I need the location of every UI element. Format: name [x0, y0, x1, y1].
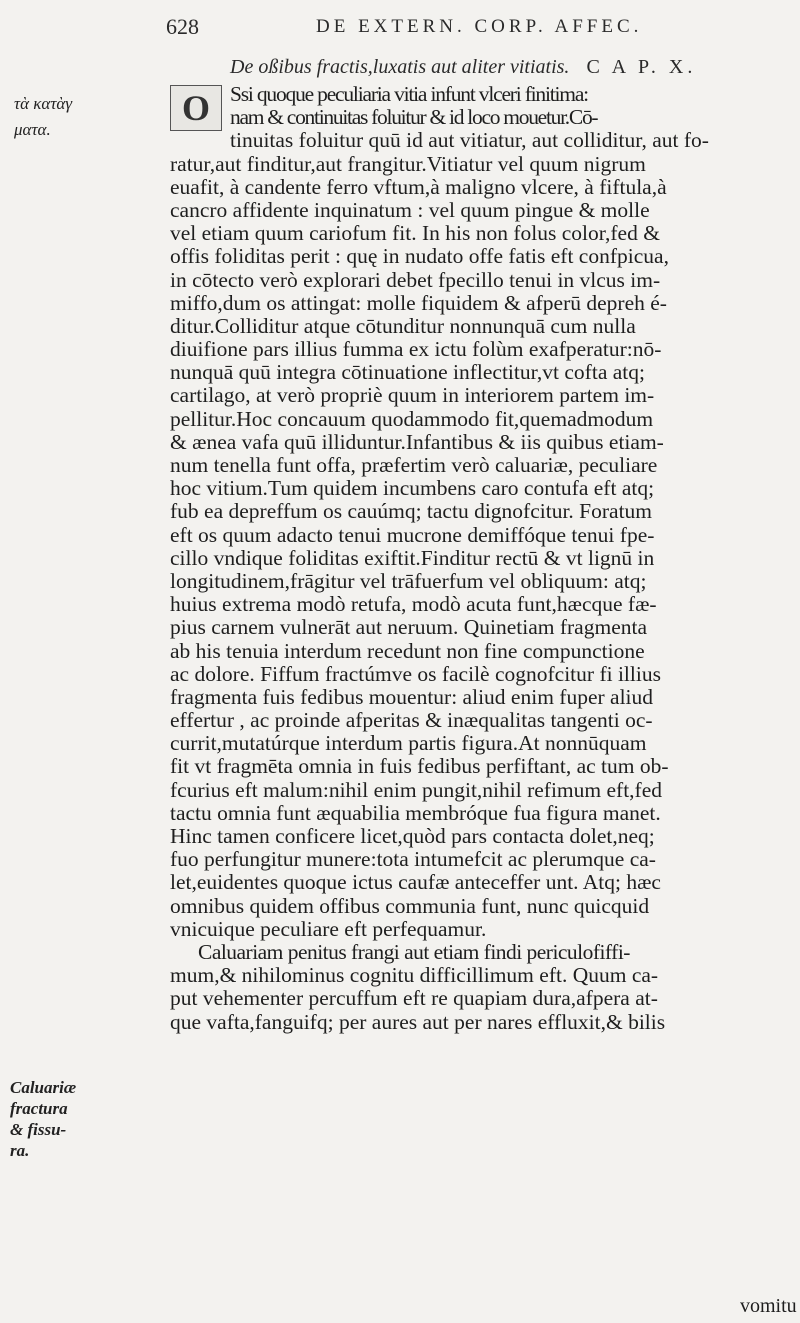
text-line: omnibus quidem offibus communia funt, nunc quicquid	[170, 893, 650, 918]
text-line: fit vt fragmēta omnia in fuis fedibus perfiftant, ac tum ob-	[170, 754, 669, 779]
text-line: effertur , ac proinde afperitas & inæqualitas tangenti oc-	[170, 708, 653, 733]
text-line: Caluariam penitus frangi aut etiam findi periculofiffi-	[198, 939, 630, 964]
text-line: que vafta,fanguifq; per aures aut per nares effluxit,& bilis	[170, 1009, 666, 1034]
text-line: in cōtecto verò explorari debet fpecillo tenui in vlcus im-	[170, 267, 661, 292]
chapter-title: De oßibus fractis,luxatis aut aliter vitiatis.	[230, 56, 570, 78]
text-line: hoc vitium.Tum quidem incumbens caro contufa eft atq;	[170, 476, 655, 501]
text-line: tinuitas foluitur quū id aut vitiatur, aut colliditur, aut fo-	[230, 128, 709, 153]
margin-note-line: ματα.	[14, 120, 51, 139]
text-line: currit,mutatúrque interdum partis figura.At nonnūquam	[170, 731, 647, 756]
text-line: offis foliditas perit : quę in nudato offe fatis eft confpicua,	[170, 244, 669, 269]
margin-note-line: ra.	[10, 1141, 30, 1160]
text-line: cartilago, at verò propriè quum in interiorem partem im-	[170, 383, 655, 408]
text-line: tactu omnia funt æquabilia membróque fua figura manet.	[170, 800, 661, 825]
text-line: miffo,dum os attingat: molle fiquidem & afperū depreh é-	[170, 290, 667, 315]
text-line: euafit, à candente ferro vftum,à maligno vlcere, à fiftula,à	[170, 174, 667, 199]
text-line: cancro affidente inquinatum : vel quum pingue & molle	[170, 197, 650, 222]
text-line: pellitur.Hoc concauum quodammodo fit,quemadmodum	[170, 406, 654, 431]
margin-note-line: τὰ κατὰγ	[14, 94, 73, 113]
text-line: vnicuique peculiare eft perfequamur.	[170, 916, 487, 941]
text-line: cillo vndique foliditas exiftit.Finditur rectū & vt lignū in	[170, 545, 655, 570]
text-line: mum,& nihilominus cognitu difficillimum eft. Quum ca-	[170, 963, 659, 988]
text-line: vel etiam quum cariofum fit. In his non folus color,fed &	[170, 221, 660, 246]
text-line: fub ea depreffum os cauúmq; tactu dignofcitur. Foratum	[170, 499, 653, 524]
text-line: diuifione pars illius fumma ex ictu folùm exafperatur:nō-	[170, 337, 662, 362]
text-line: longitudinem,frāgitur vel trāfuerfum vel obliquum: atq;	[170, 568, 647, 593]
text-line: ratur,aut finditur,aut frangitur.Vitiatur vel quum nigrum	[170, 151, 646, 176]
text-line: nam & continuitas foluitur & id loco mouetur.Cō-	[230, 105, 598, 130]
text-line: pius carnem vulnerāt aut neruum. Quinetiam fragmenta	[170, 615, 648, 640]
text-line: Ssi quoque peculiaria vitia infunt vlceri finitima:	[230, 82, 588, 106]
margin-note-line: & fissu-	[10, 1120, 67, 1139]
body-text	[170, 83, 790, 1034]
text-line: fcurius eft malum:nihil enim pungit,nihil refimum eft,fed	[170, 777, 663, 802]
text-line: fragmenta fuis fedibus mouentur: aliud enim fuper aliud	[170, 684, 654, 709]
text-line: eft os quum adacto tenui mucrone demiffóque tenui fpe-	[170, 522, 655, 547]
initial-letter: O	[181, 88, 210, 128]
text-line: fuo perfungitur munere:tota intumefcit ac plerumque ca-	[170, 847, 656, 872]
catchword: vomitu	[740, 1295, 797, 1317]
text-line: let,euidentes quoque ictus caufæ anteceffer unt. Atq; hæc	[170, 870, 661, 895]
text-line: num tenella funt offa, præfertim verò caluariæ, peculiare	[170, 453, 658, 477]
margin-note-line: fractura	[10, 1099, 68, 1118]
text-line: huius extrema modò retufa, modò acuta funt,hæcque fæ-	[170, 592, 657, 617]
running-head	[166, 14, 766, 46]
text-line: nunquā quū integra cōtinuatione inflectitur,vt cofta atq;	[170, 360, 645, 385]
chapter-number: C A P. X.	[586, 56, 697, 78]
margin-note-greek	[14, 94, 164, 140]
text-line: put vehementer percuffum eft re quapiam dura,afpera at-	[170, 986, 658, 1011]
chapter-heading	[230, 56, 790, 79]
text-line: ditur.Colliditur atque cōtunditur nonnunquā cum nulla	[170, 313, 636, 338]
ornamental-initial	[170, 85, 222, 131]
running-title: DE EXTERN. CORP. AFFEC.	[316, 16, 643, 37]
margin-note-calvaria	[10, 1077, 102, 1161]
text-line: ac dolore. Fiffum fractúmve os facilè cognofcitur fi illius	[170, 661, 661, 686]
text-line: & ænea vafa quū illiduntur.Infantibus & iis quibus etiam-	[170, 429, 664, 454]
margin-note-line: Caluariæ	[10, 1078, 77, 1097]
text-line: ab his tenuia interdum recedunt non fine compunctione	[170, 638, 645, 663]
page-number: 628	[166, 14, 199, 39]
text-line: Hinc tamen conficere licet,quòd pars contacta dolet,neq;	[170, 824, 655, 848]
